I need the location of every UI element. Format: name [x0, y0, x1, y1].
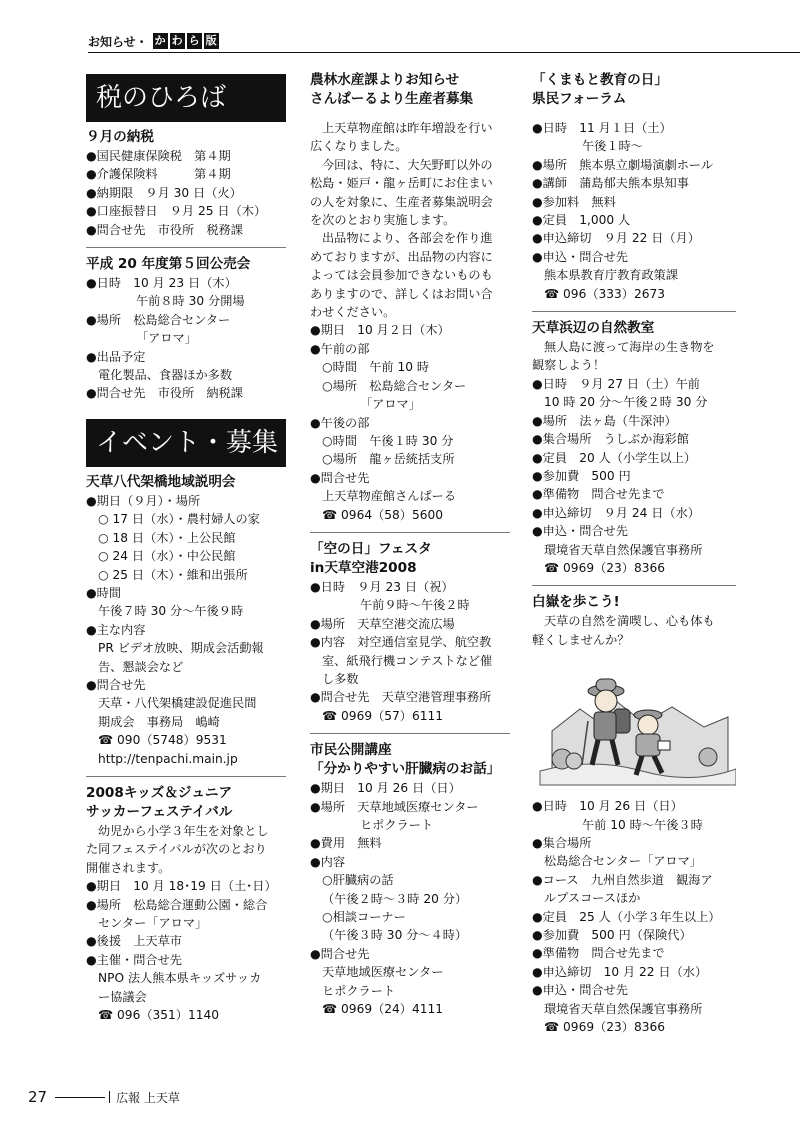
tax-row: ●国民健康保険税 第４期 [86, 149, 231, 163]
farm-para: めておりますが、出品物の内容に [310, 249, 493, 264]
divider [310, 733, 510, 734]
farm-row: 「アロマ」 [360, 397, 421, 412]
soccer-phone: ☎ 096（351）1140 [98, 1008, 219, 1023]
bridge-url-link[interactable]: http://tenpachi.main.jp [98, 751, 238, 766]
soccer-row: センター「アロマ」 [98, 916, 208, 930]
bridge-row: 告、懇談会など [98, 659, 184, 674]
column-1 [86, 68, 286, 1024]
hike-row: ●集合場所 [532, 835, 592, 850]
lecture-title-2: 「分かりやすい肝臓病のお話」 [310, 761, 501, 778]
bridge-row: ●時間 [86, 585, 122, 600]
lecture-phone: ☎ 0969（24）4111 [322, 1002, 443, 1017]
edu-row: ●申込・問合せ先 [532, 249, 628, 264]
auction-row: ●出品予定 [86, 349, 146, 364]
bridge-row: ●主な内容 [86, 622, 146, 637]
sky-phone: ☎ 0969（57）6111 [322, 708, 443, 723]
beach-row: ●集合場所 うしぶか海彩館 [532, 432, 689, 447]
beach-row: ●準備物 問合せ先まで [532, 487, 665, 502]
lecture-row: ○肝臓病の話 [322, 873, 394, 888]
soccer-title-2: サッカーフェステイバル [86, 803, 233, 820]
page-footer [28, 1088, 180, 1106]
column-3 [532, 68, 736, 1036]
bridge-row: ○ 24 日（水）・中公民館 [98, 549, 236, 564]
beach-para: 観察しよう！ [532, 358, 606, 373]
farm-row: ●期日 10 月２日（木） [310, 323, 450, 338]
beach-phone: ☎ 0969（23）8366 [544, 560, 665, 575]
soccer-row: ●場所 松島総合運動公園・総合 [86, 897, 268, 912]
soccer-para: 開催されます。 [86, 860, 171, 875]
divider [310, 532, 510, 533]
lecture-row: ヒポクラート [322, 983, 396, 998]
farm-para: わせください。 [310, 305, 396, 320]
edu-title-2: 県民フォーラム [532, 91, 627, 107]
farm-para: 今回は、特に、大矢野町以外の [322, 157, 493, 172]
lecture-row: ●費用 無料 [310, 836, 382, 851]
lecture-row: ●場所 天草地域医療センター [310, 799, 479, 814]
hike-row: ●申込締切 10 月 22 日（水） [532, 964, 708, 979]
farm-title-1: 農林水産課よりお知らせ [310, 72, 460, 88]
lecture-row: （午後３時 30 分～４時） [322, 928, 468, 943]
hike-row: ルプスコースほか [544, 891, 641, 906]
bridge-title: 天草八代架橋地域説明会 [86, 473, 236, 490]
soccer-title-1: 2008キッズ＆ジュニア [86, 784, 233, 801]
soccer-row: ●主催・問合せ先 [86, 952, 182, 967]
auction-row: 「アロマ」 [136, 331, 197, 346]
beach-row: ●申込締切 ９月 24 日（水） [532, 505, 700, 520]
soccer-para: 幼児から小学３年生を対象とし [98, 823, 269, 838]
farm-row: ●午前の部 [310, 341, 370, 356]
section-header [88, 30, 219, 52]
beach-row: ●申込・問合せ先 [532, 524, 628, 539]
header-label: お知らせ・ [88, 34, 148, 49]
hike-row: ●準備物 問合せ先まで [532, 946, 665, 961]
page-number: 27 [28, 1088, 48, 1106]
bridge-row: 期成会 事務局 嶋崎 [98, 714, 220, 729]
divider [532, 311, 736, 312]
soccer-row: NPO 法人熊本県キッズサッカ [98, 971, 262, 986]
farm-para: 広くなりました。 [310, 139, 408, 154]
farm-para: よっては会員参加できないものも [310, 268, 493, 283]
edu-row: ●日時 11 月１日（土） [532, 121, 672, 135]
hike-row: ●申込・問合せ先 [532, 983, 628, 998]
header-rule [88, 52, 800, 53]
farm-para: ありますので、詳しくはお問い合 [310, 286, 493, 301]
beach-para: 無人島に渡って海岸の生き物を [544, 340, 715, 355]
divider [532, 585, 736, 586]
bridge-phone: ☎ 090（5748）9531 [98, 733, 227, 748]
hike-para: 軽くしませんか？ [532, 632, 630, 647]
soccer-row: ●期日 10 月 18･19 日（土･日） [86, 879, 277, 894]
farm-row: 上天草物産館さんぱーる [322, 489, 457, 504]
edu-row: ●定員 1,000 人 [532, 213, 631, 228]
publication-name: 広報 上天草 [116, 1090, 180, 1105]
edu-row: ●参加料 無料 [532, 194, 616, 209]
header-box-3: ら [188, 34, 200, 47]
hikers-illustration-svg [532, 661, 736, 791]
lecture-row: （午後２時～３時 20 分） [322, 891, 468, 906]
farm-row: ○時間 午後１時 30 分 [322, 433, 454, 448]
event-section-band: イベント・募集 [86, 419, 286, 467]
sky-row: ●問合せ先 天草空港管理事務所 [310, 690, 492, 705]
lecture-row: 天草地域医療センター [322, 965, 444, 980]
hike-title: 白嶽を歩こう! [532, 594, 620, 611]
bridge-row: ○ 18 日（木）・上公民館 [98, 530, 236, 545]
beach-title: 天草浜辺の自然教室 [532, 320, 655, 337]
bridge-row: 午後７時 30 分～午後９時 [98, 604, 244, 619]
auction-row: ●日時 10 月 23 日（木） [86, 276, 237, 291]
farm-para: 松島・姫戸・龍ヶ岳町にお住まい [310, 176, 493, 191]
soccer-row: ●後援 上天草市 [86, 934, 182, 949]
tax-row: ●介護保険料 第４期 [86, 167, 231, 182]
header-box-1: か [154, 34, 166, 47]
edu-row: ●場所 熊本県立劇場演劇ホール [532, 157, 714, 172]
auction-row: ●場所 松島総合センター [86, 312, 231, 327]
sky-title-1: 「空の日」フェスタ [310, 540, 432, 557]
divider [86, 247, 286, 248]
sky-row: し多数 [322, 671, 359, 686]
bridge-row: ○ 17 日（水）・農村婦人の家 [98, 512, 260, 527]
farm-row: ○場所 龍ヶ岳統括支所 [322, 452, 455, 467]
hike-row: 午前 10 時～午後３時 [582, 817, 703, 832]
beach-row: ●参加費 500 円 [532, 468, 631, 483]
soccer-para: た同フェステイバルが次のとおり [86, 842, 267, 857]
farm-row: ●午後の部 [310, 415, 370, 430]
auction-row: ●問合せ先 市役所 納税課 [86, 386, 243, 401]
farm-para: を次のとおり実施します。 [310, 213, 456, 228]
footer-tick [109, 1091, 110, 1103]
farm-title-2: さんぱーるより生産者募集 [310, 91, 474, 107]
lecture-row: ●内容 [310, 854, 346, 869]
sky-row: 室、紙飛行機コンテストなど催 [322, 653, 493, 668]
column-2 [310, 68, 510, 1018]
tax-row: ●口座振替日 ９月 25 日（木） [86, 204, 267, 219]
lecture-row: ●期日 10 月 26 日（日） [310, 781, 461, 796]
farm-para: 出品物により、各部会を作り進 [322, 231, 493, 246]
edu-row: 熊本県教育庁教育政策課 [544, 268, 679, 283]
footer-rule [55, 1097, 105, 1098]
sky-row: ●場所 天草空港交流広場 [310, 616, 455, 631]
tax-section-band: 税のひろば [86, 74, 286, 122]
hike-row: ●定員 25 人（小学３年生以上） [532, 909, 721, 924]
hike-phone: ☎ 0969（23）8366 [544, 1020, 665, 1035]
bridge-row: PR ビデオ放映、期成会活動報 [98, 641, 264, 656]
beach-row: ●日時 ９月 27 日（土）午前 [532, 376, 700, 391]
farm-para: 上天草物産館は昨年増設を行い [322, 121, 493, 135]
farm-para: の人を対象に、生産者募集説明会 [310, 194, 493, 209]
tax-row: ●問合せ先 市役所 税務課 [86, 222, 243, 237]
hike-row: ●コース 九州自然歩道 観海ア [532, 872, 713, 887]
lecture-row: ヒポクラート [360, 818, 434, 832]
bridge-row: 天草・八代架橋建設促進民間 [98, 696, 257, 711]
sky-row: ●日時 ９月 23 日（祝） [310, 579, 454, 594]
edu-title-1: 「くまもと教育の日」 [532, 72, 668, 88]
beach-row: 環境省天草自然保護官事務所 [544, 542, 703, 557]
beach-row: ●場所 法ヶ島（牛深沖） [532, 413, 677, 428]
lecture-row: ●問合せ先 [310, 946, 370, 961]
hike-row: ●参加費 500 円（保険代） [532, 928, 692, 942]
bridge-row: ○ 25 日（木）・維和出張所 [98, 567, 248, 582]
header-box-4: 版 [205, 34, 217, 47]
auction-title: 平成 20 年度第５回公売会 [86, 256, 251, 273]
divider [86, 776, 286, 777]
hike-row: 松島総合センター「アロマ」 [544, 854, 702, 869]
sky-row: 午前９時～午後２時 [360, 598, 470, 613]
farm-phone: ☎ 0964（58）5600 [322, 507, 443, 522]
farm-row: ○時間 午前 10 時 [322, 360, 430, 375]
soccer-row: ー協議会 [98, 989, 147, 1004]
bridge-row: ●問合せ先 [86, 677, 146, 692]
auction-row: 午前８時 30 分開場 [136, 294, 245, 309]
tax-title: ９月の納税 [86, 129, 154, 145]
farm-row: ○場所 松島総合センター [322, 378, 467, 393]
edu-row: ●申込締切 ９月 22 日（月） [532, 231, 700, 246]
bridge-row: ●期日（９月）・場所 [86, 493, 201, 508]
farm-row: ●問合せ先 [310, 470, 370, 485]
hike-para: 天草の自然を満喫し、心も体も [544, 614, 715, 629]
sky-title-2: in天草空港2008 [310, 559, 417, 576]
auction-row: 電化製品、食器ほか多数 [98, 368, 233, 383]
tax-row: ●納期限 ９月 30 日（火） [86, 185, 242, 200]
edu-row: 午後１時～ [582, 139, 643, 154]
edu-row: ●講師 蒲島郁夫熊本県知事 [532, 176, 689, 191]
hike-row: ●日時 10 月 26 日（日） [532, 799, 683, 814]
lecture-title-1: 市民公開講座 [310, 742, 392, 759]
header-box-2: わ [171, 34, 183, 47]
sky-row: ●内容 対空通信室見学、航空教 [310, 635, 492, 650]
hikers-illustration [532, 661, 736, 791]
edu-phone: ☎ 096（333）2673 [544, 286, 665, 301]
hike-row: 環境省天草自然保護官事務所 [544, 1001, 703, 1016]
lecture-row: ○相談コーナー [322, 910, 406, 925]
beach-row: ●定員 20 人（小学生以上） [532, 450, 697, 465]
beach-row: 10 時 20 分～午後２時 30 分 [544, 395, 708, 410]
